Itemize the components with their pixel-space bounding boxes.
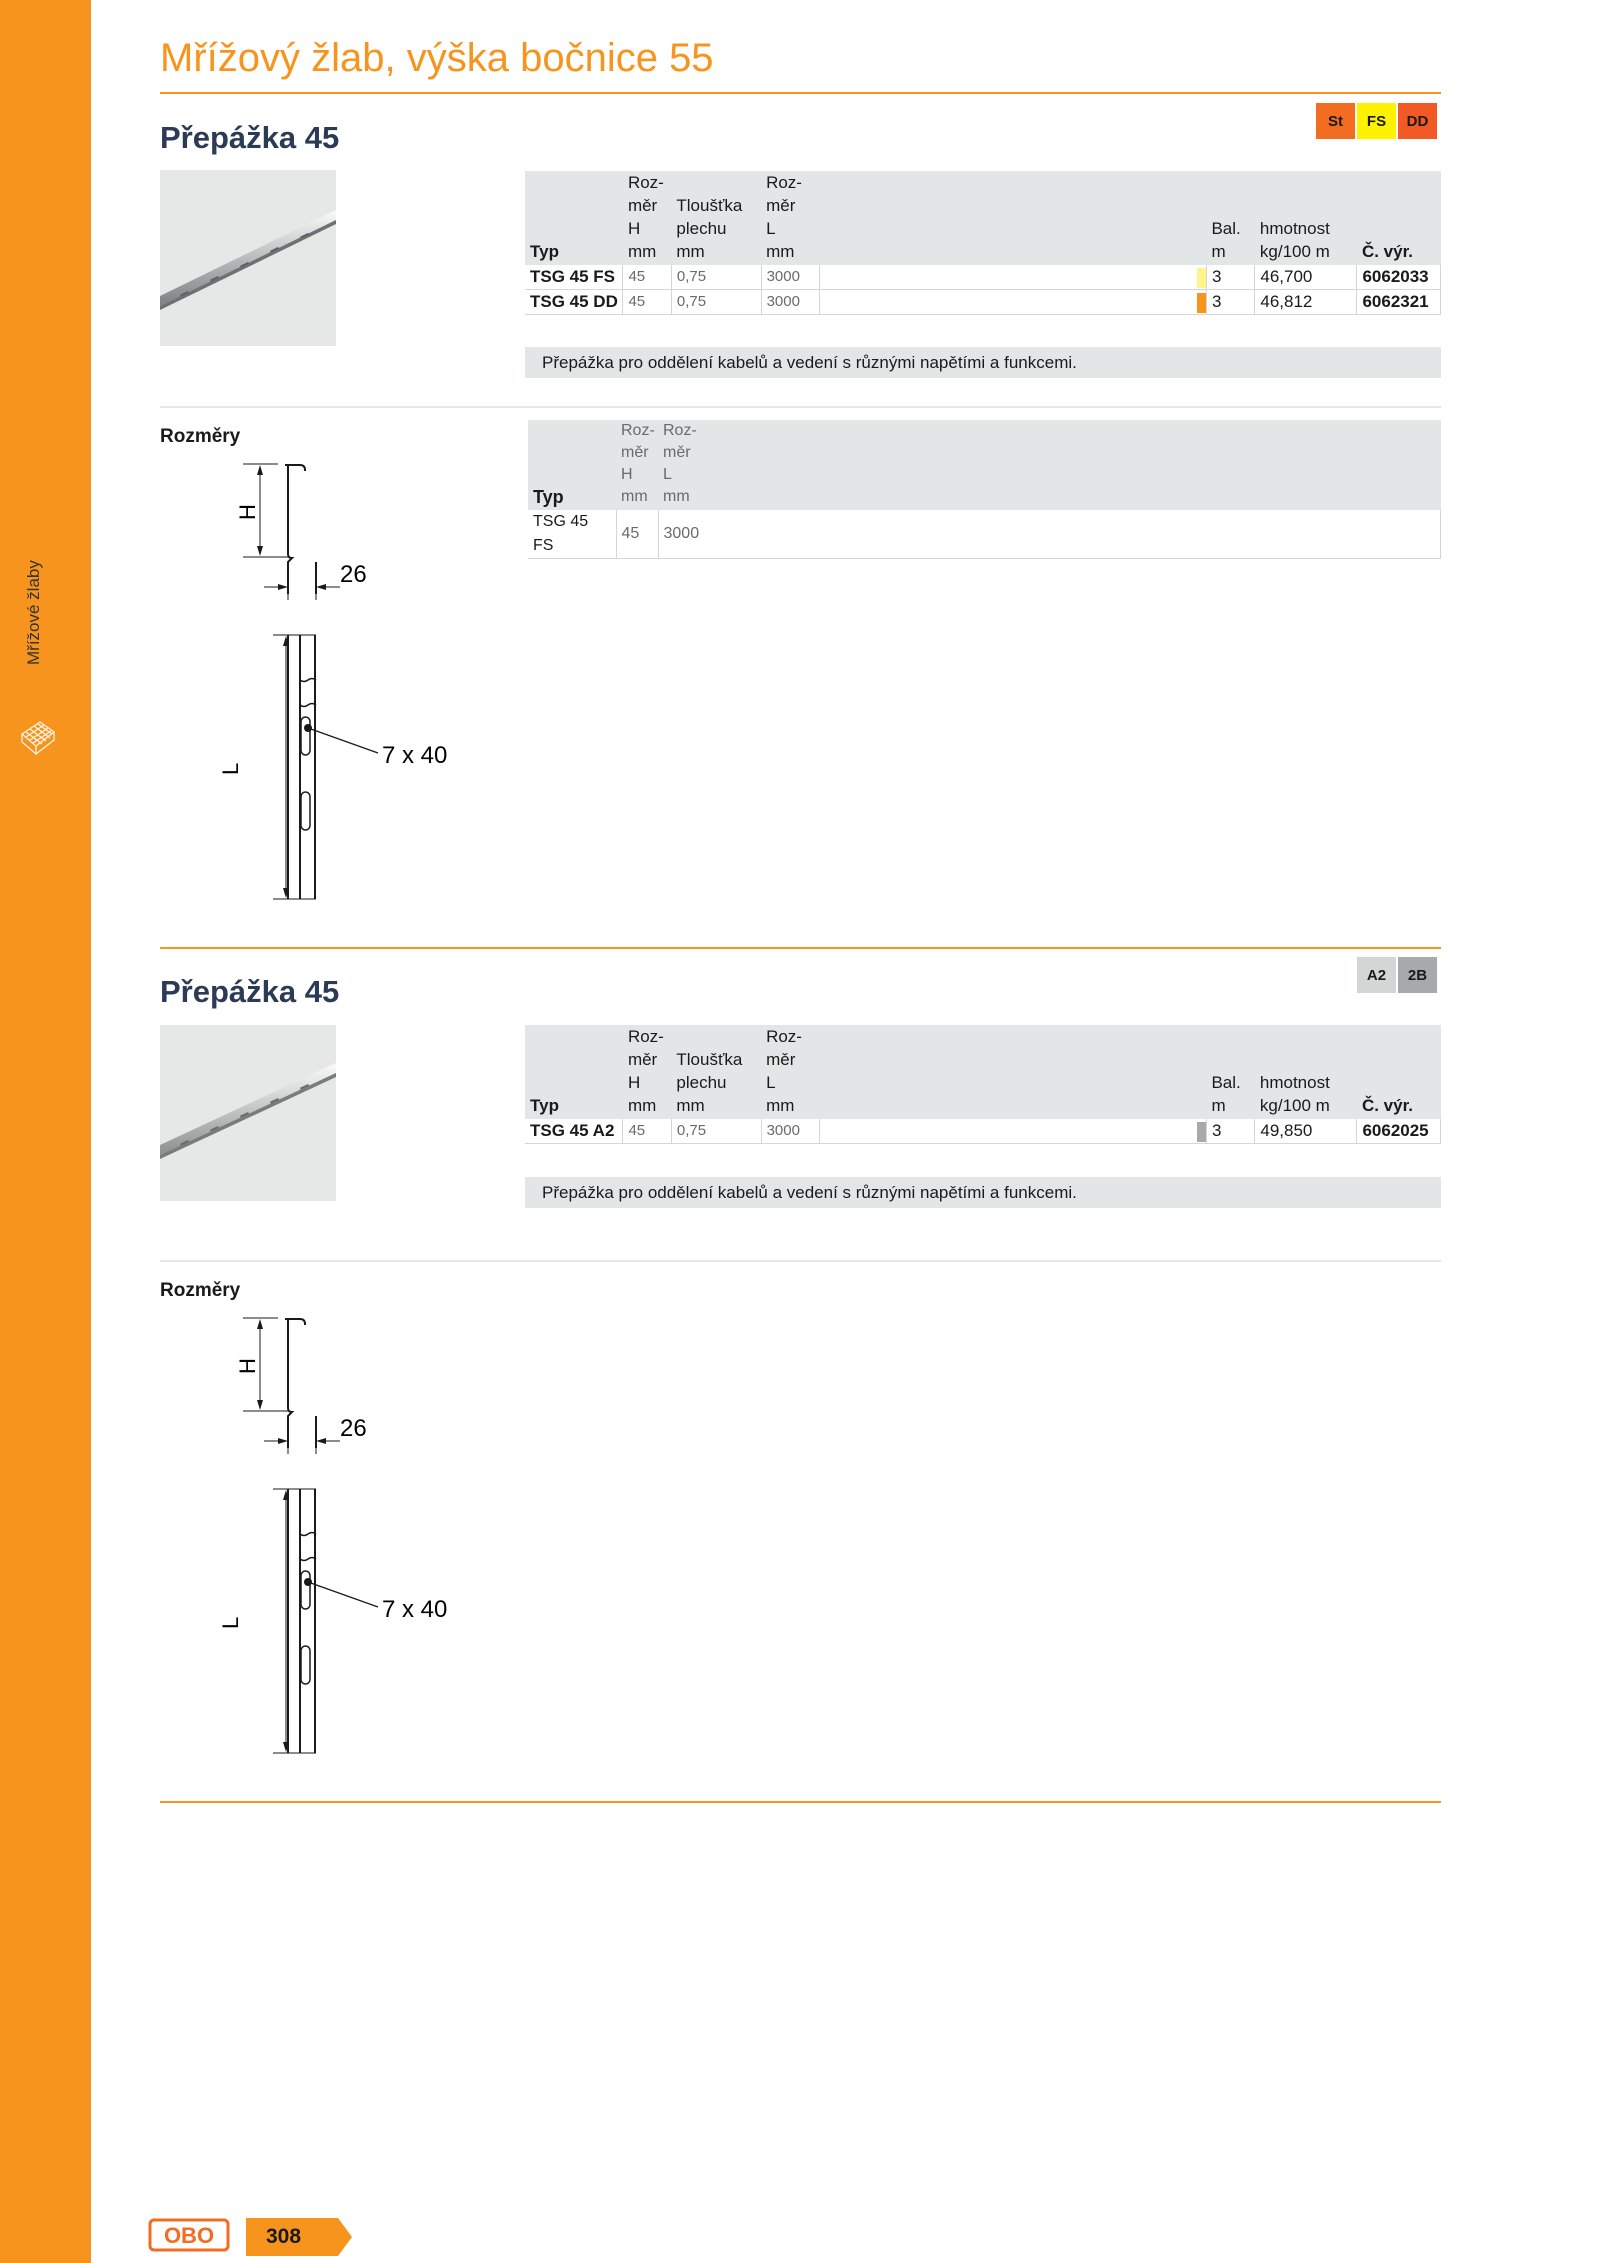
col-l: Roz- měr L mm [761, 171, 820, 265]
width-dimension-label: 26 [340, 1415, 367, 1442]
page-title: Mřížový žlab, výška bočnice 55 [160, 36, 714, 80]
cell-l: 3000 [658, 510, 1441, 559]
cell-bal: 3 [1206, 265, 1254, 290]
title-rule [160, 92, 1441, 94]
material-badge: A2 [1357, 957, 1396, 993]
cell-article: 6062025 [1357, 1119, 1441, 1144]
cell-l: 3000 [761, 290, 820, 315]
section-divider [160, 1260, 1441, 1262]
l-dimension-label: L [218, 1616, 243, 1629]
col-h: Roz- měr H mm [616, 420, 658, 510]
l-dimension-label: L [218, 762, 243, 775]
finish-swatch [1197, 268, 1206, 288]
slot-dimension-label: 7 x 40 [382, 1596, 448, 1623]
material-badge: 2B [1398, 957, 1437, 993]
sidebar-label: Mřížové žlaby [24, 560, 43, 665]
col-typ: Typ [525, 1025, 623, 1119]
cell-h: 45 [623, 290, 671, 315]
cell-color-marker [820, 290, 1207, 315]
slot-dimension-label: 7 x 40 [382, 742, 448, 769]
col-typ: Typ [525, 171, 623, 265]
dimensions-heading: Rozměry [160, 426, 241, 447]
logo-text: OBO [163, 2223, 215, 2248]
spec-table [525, 171, 1441, 315]
col-bal: Bal. m [1206, 171, 1254, 265]
cell-typ: TSG 45 FS [525, 265, 623, 290]
cable-tray-icon [18, 712, 58, 762]
product-photo [160, 170, 336, 346]
section-separator [160, 947, 1441, 949]
dimension-drawing [160, 455, 480, 915]
section-title: Přepážka 45 [160, 974, 340, 1009]
cell-weight: 46,812 [1255, 290, 1357, 315]
h-dimension-label: H [235, 504, 260, 520]
cell-article: 6062033 [1357, 265, 1441, 290]
cell-bal: 3 [1206, 290, 1254, 315]
col-typ: Typ [528, 420, 616, 510]
col-l: Roz- měr L mm [761, 1025, 820, 1119]
cell-h: 45 [623, 265, 671, 290]
material-badge: St [1316, 103, 1355, 139]
cell-typ: TSG 45 DD [525, 290, 623, 315]
section-title: Přepážka 45 [160, 120, 340, 155]
cell-bal: 3 [1206, 1119, 1254, 1144]
material-badge: DD [1398, 103, 1437, 139]
col-h: Roz- měr H mm [623, 171, 671, 265]
finish-swatch [1197, 1122, 1206, 1142]
cell-color-marker [820, 1119, 1207, 1144]
col-thickness: Tloušťka plechu mm [671, 1025, 761, 1119]
spec-table [525, 1025, 1441, 1144]
cell-thickness: 0,75 [671, 290, 761, 315]
table-row [525, 290, 1441, 315]
dimension-table [528, 420, 1441, 559]
col-thickness: Tloušťka plechu mm [671, 171, 761, 265]
col-weight: hmotnost kg/100 m [1255, 1025, 1357, 1119]
col-spacer [820, 171, 1207, 265]
col-l: Roz- měr L mm [658, 420, 1441, 510]
material-badge: FS [1357, 103, 1396, 139]
cell-l: 3000 [761, 1119, 820, 1144]
table-row [525, 1119, 1441, 1144]
product-description: Přepážka pro oddělení kabelů a vedení s různými napětími a funkcemi. [525, 1177, 1441, 1208]
cell-typ: TSG 45 FS [528, 510, 616, 559]
table-row [528, 510, 1441, 559]
footer-rule [160, 1801, 1441, 1803]
cell-article: 6062321 [1357, 290, 1441, 315]
sidebar [0, 0, 91, 2263]
cell-color-marker [820, 265, 1207, 290]
cell-h: 45 [623, 1119, 671, 1144]
cell-weight: 46,700 [1255, 265, 1357, 290]
col-spacer [820, 1025, 1207, 1119]
obo-logo [148, 2218, 230, 2252]
section-divider [160, 406, 1441, 408]
dimension-drawing [160, 1309, 480, 1769]
width-dimension-label: 26 [340, 561, 367, 588]
cell-weight: 49,850 [1255, 1119, 1357, 1144]
product-description: Přepážka pro oddělení kabelů a vedení s různými napětími a funkcemi. [525, 347, 1441, 378]
dimensions-heading: Rozměry [160, 1280, 241, 1301]
cell-thickness: 0,75 [671, 265, 761, 290]
cell-h: 45 [616, 510, 658, 559]
cell-thickness: 0,75 [671, 1119, 761, 1144]
col-bal: Bal. m [1206, 1025, 1254, 1119]
page-number: 308 [266, 2225, 302, 2248]
h-dimension-label: H [235, 1358, 260, 1374]
col-article: Č. výr. [1357, 1025, 1441, 1119]
cell-l: 3000 [761, 265, 820, 290]
col-article: Č. výr. [1357, 171, 1441, 265]
table-row [525, 265, 1441, 290]
product-photo [160, 1025, 336, 1201]
partition-photo-image [160, 170, 336, 346]
col-weight: hmotnost kg/100 m [1255, 171, 1357, 265]
partition-photo-image [160, 1025, 336, 1201]
cell-typ: TSG 45 A2 [525, 1119, 623, 1144]
finish-swatch [1197, 293, 1206, 313]
col-h: Roz- měr H mm [623, 1025, 671, 1119]
